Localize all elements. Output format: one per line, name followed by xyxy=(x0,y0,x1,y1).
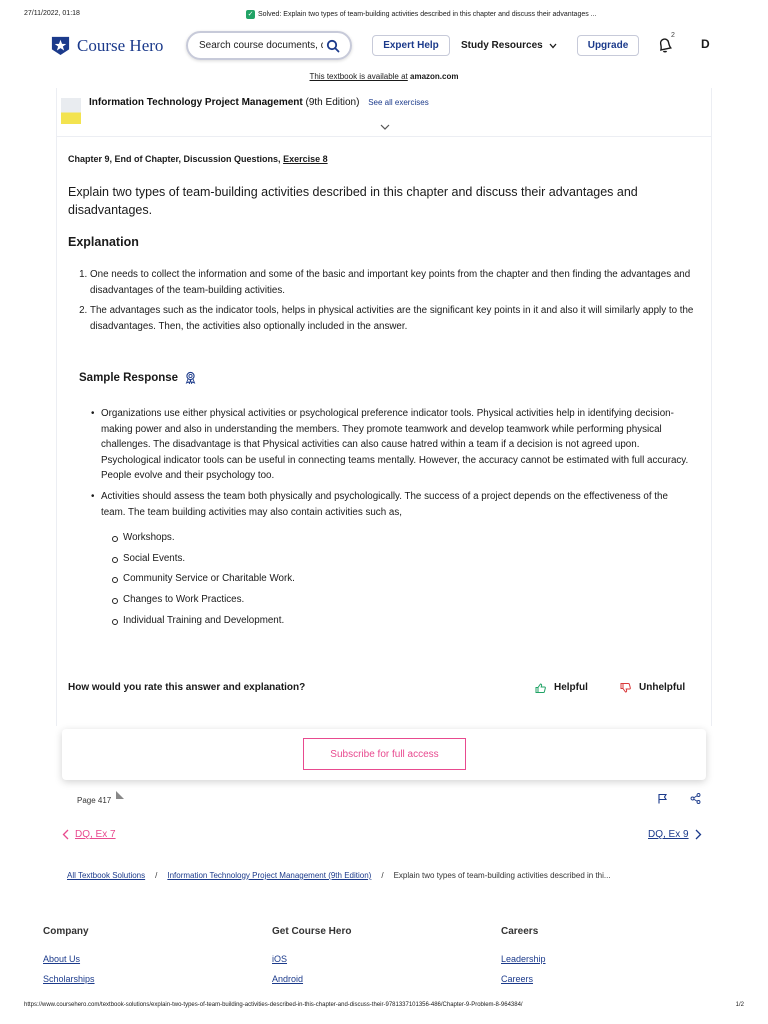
breadcrumb-current: Explain two types of team-building activities described in thi... xyxy=(393,871,611,880)
notification-count: 2 xyxy=(671,32,675,39)
thumbs-down-icon xyxy=(620,683,631,693)
chevron-down-icon[interactable] xyxy=(380,124,390,131)
book-card xyxy=(56,88,712,136)
study-resources-label: Study Resources xyxy=(461,40,543,51)
list-item: Changes to Work Practices. xyxy=(123,592,693,608)
award-ribbon-icon xyxy=(184,371,197,384)
page-corner-icon xyxy=(116,791,124,799)
share-icon[interactable] xyxy=(690,793,701,804)
helpful-label: Helpful xyxy=(554,682,588,693)
chevron-left-icon xyxy=(62,829,69,840)
unhelpful-button[interactable] xyxy=(620,682,685,693)
book-edition: (9th Edition) xyxy=(305,97,360,108)
solution-content xyxy=(56,136,712,726)
breadcrumb xyxy=(67,871,611,880)
footer-link-ios[interactable]: iOS xyxy=(272,954,288,964)
search-box[interactable] xyxy=(186,31,352,60)
previous-exercise-label: DQ, Ex 7 xyxy=(75,829,116,840)
avatar[interactable]: D xyxy=(701,37,710,51)
checkmark-icon: ✓ xyxy=(247,11,254,18)
chevron-right-icon xyxy=(695,829,702,840)
unhelpful-label: Unhelpful xyxy=(639,682,686,693)
helpful-button[interactable] xyxy=(535,682,588,693)
list-item: 1. One needs to collect the information and some of the basic and important key points from the chapter and then finding the advantages and disadvantages of the team-building activities. xyxy=(90,267,698,298)
study-resources-menu[interactable] xyxy=(461,35,557,56)
print-title xyxy=(246,10,597,19)
print-title-text: Solved: Explain two types of team-building activities described in this chapter and discuss their advantages ... xyxy=(258,11,597,18)
list-item: Workshops. xyxy=(123,530,693,546)
book-cover xyxy=(61,98,81,124)
amazon-availability[interactable] xyxy=(0,72,768,81)
sample-response-heading xyxy=(79,371,197,384)
rating-question: How would you rate this answer and explanation? xyxy=(68,682,306,693)
footer-careers-column xyxy=(501,926,701,994)
list-item: Community Service or Charitable Work. xyxy=(123,571,693,587)
print-url: https://www.coursehero.com/textbook-solutions/explain-two-types-of-team-building-activities-described-in-this-chapter-and-discuss-their-9781337101356-486/Chapter-9-Problem-8-964384/ xyxy=(24,1002,523,1008)
explanation-list xyxy=(90,267,698,339)
breadcrumb-separator: / xyxy=(381,871,384,880)
list-item: 2. The advantages such as the indicator tools, helps in physical activities are the significant key points in it and also it will similarly apply to the disadvantages. Then, the activities also optionally included in the answer. xyxy=(90,303,698,334)
next-exercise-label: DQ, Ex 9 xyxy=(648,829,689,840)
thumbs-up-icon xyxy=(535,683,546,693)
explanation-heading: Explanation xyxy=(68,235,139,249)
footer-heading: Company xyxy=(43,926,89,937)
footer-company-column xyxy=(43,926,243,994)
print-header xyxy=(24,10,744,24)
list-item-text: Activities should assess the team both physically and psychologically. The success of a project depends on the effectiveness of the team. The team building activities may also contain activities such as, xyxy=(101,490,668,518)
see-all-exercises-link[interactable]: See all exercises xyxy=(368,98,429,107)
upgrade-button[interactable]: Upgrade xyxy=(577,35,639,56)
sample-response-list xyxy=(101,406,693,633)
footer-link-scholarships[interactable]: Scholarships xyxy=(43,974,95,984)
sample-response-title: Sample Response xyxy=(79,371,179,384)
footer-heading: Careers xyxy=(501,926,539,937)
breadcrumb-book-link[interactable]: Information Technology Project Management (9th Edition) xyxy=(167,871,372,880)
list-item: Social Events. xyxy=(123,551,693,567)
print-datetime: 27/11/2022, 01:18 xyxy=(24,10,80,17)
footer-link-android[interactable]: Android xyxy=(272,974,304,984)
list-item: • Organizations use either physical activities or psychological preference indicator tools. Physical activities help in identifying decision-making power and also in understanding the members. They promote teamwork and develop teamwork while performing physical challenges. The disadvantage is that Physical activities can also cause hatred within a team if a decision is not agreed upon. Psychological indicator tools can be useful in connecting teams mentally. However, the accuracy cannot be estimated with full accuracy. People evolve and their psychology too. xyxy=(101,406,693,484)
footer-get-column xyxy=(272,926,472,994)
footer-heading: Get Course Hero xyxy=(272,926,352,937)
previous-exercise-link[interactable] xyxy=(62,829,116,840)
search-input[interactable] xyxy=(199,40,323,51)
search-icon[interactable] xyxy=(326,39,340,53)
logo-text: Course Hero xyxy=(77,35,164,55)
star-badge-icon xyxy=(50,35,71,56)
page-number: Page 417 xyxy=(77,796,112,805)
list-item: Individual Training and Development. xyxy=(123,613,693,629)
book-title-text: Information Technology Project Management xyxy=(89,97,303,108)
next-exercise-link[interactable] xyxy=(648,829,702,840)
book-title xyxy=(89,97,429,108)
footer-link-leadership[interactable]: Leadership xyxy=(501,954,546,964)
print-footer xyxy=(24,1002,744,1014)
print-page-number: 1/2 xyxy=(735,1002,744,1008)
subscribe-button[interactable]: Subscribe for full access xyxy=(303,738,466,770)
amazon-text: This textbook is available at xyxy=(309,72,408,81)
top-navigation xyxy=(0,28,768,64)
footer-link-about[interactable]: About Us xyxy=(43,954,81,964)
amazon-logo: amazon.com xyxy=(410,72,459,81)
course-hero-logo[interactable] xyxy=(50,35,163,56)
subscribe-card xyxy=(62,729,706,780)
exercise-link[interactable]: Exercise 8 xyxy=(283,154,328,164)
flag-icon[interactable] xyxy=(657,793,668,804)
breadcrumb-separator: / xyxy=(155,871,158,880)
list-item xyxy=(101,489,693,628)
activity-sub-list xyxy=(123,530,693,628)
chevron-down-icon xyxy=(549,43,557,49)
chapter-text: Chapter 9, End of Chapter, Discussion Questions, xyxy=(68,154,281,164)
chapter-label xyxy=(68,154,328,164)
footer-link-careers[interactable]: Careers xyxy=(501,974,534,984)
expert-help-button[interactable]: Expert Help xyxy=(372,35,450,56)
question-text: Explain two types of team-building activities described in this chapter and discuss their advantages and disadvantages. xyxy=(68,185,638,217)
breadcrumb-root-link[interactable]: All Textbook Solutions xyxy=(67,871,146,880)
